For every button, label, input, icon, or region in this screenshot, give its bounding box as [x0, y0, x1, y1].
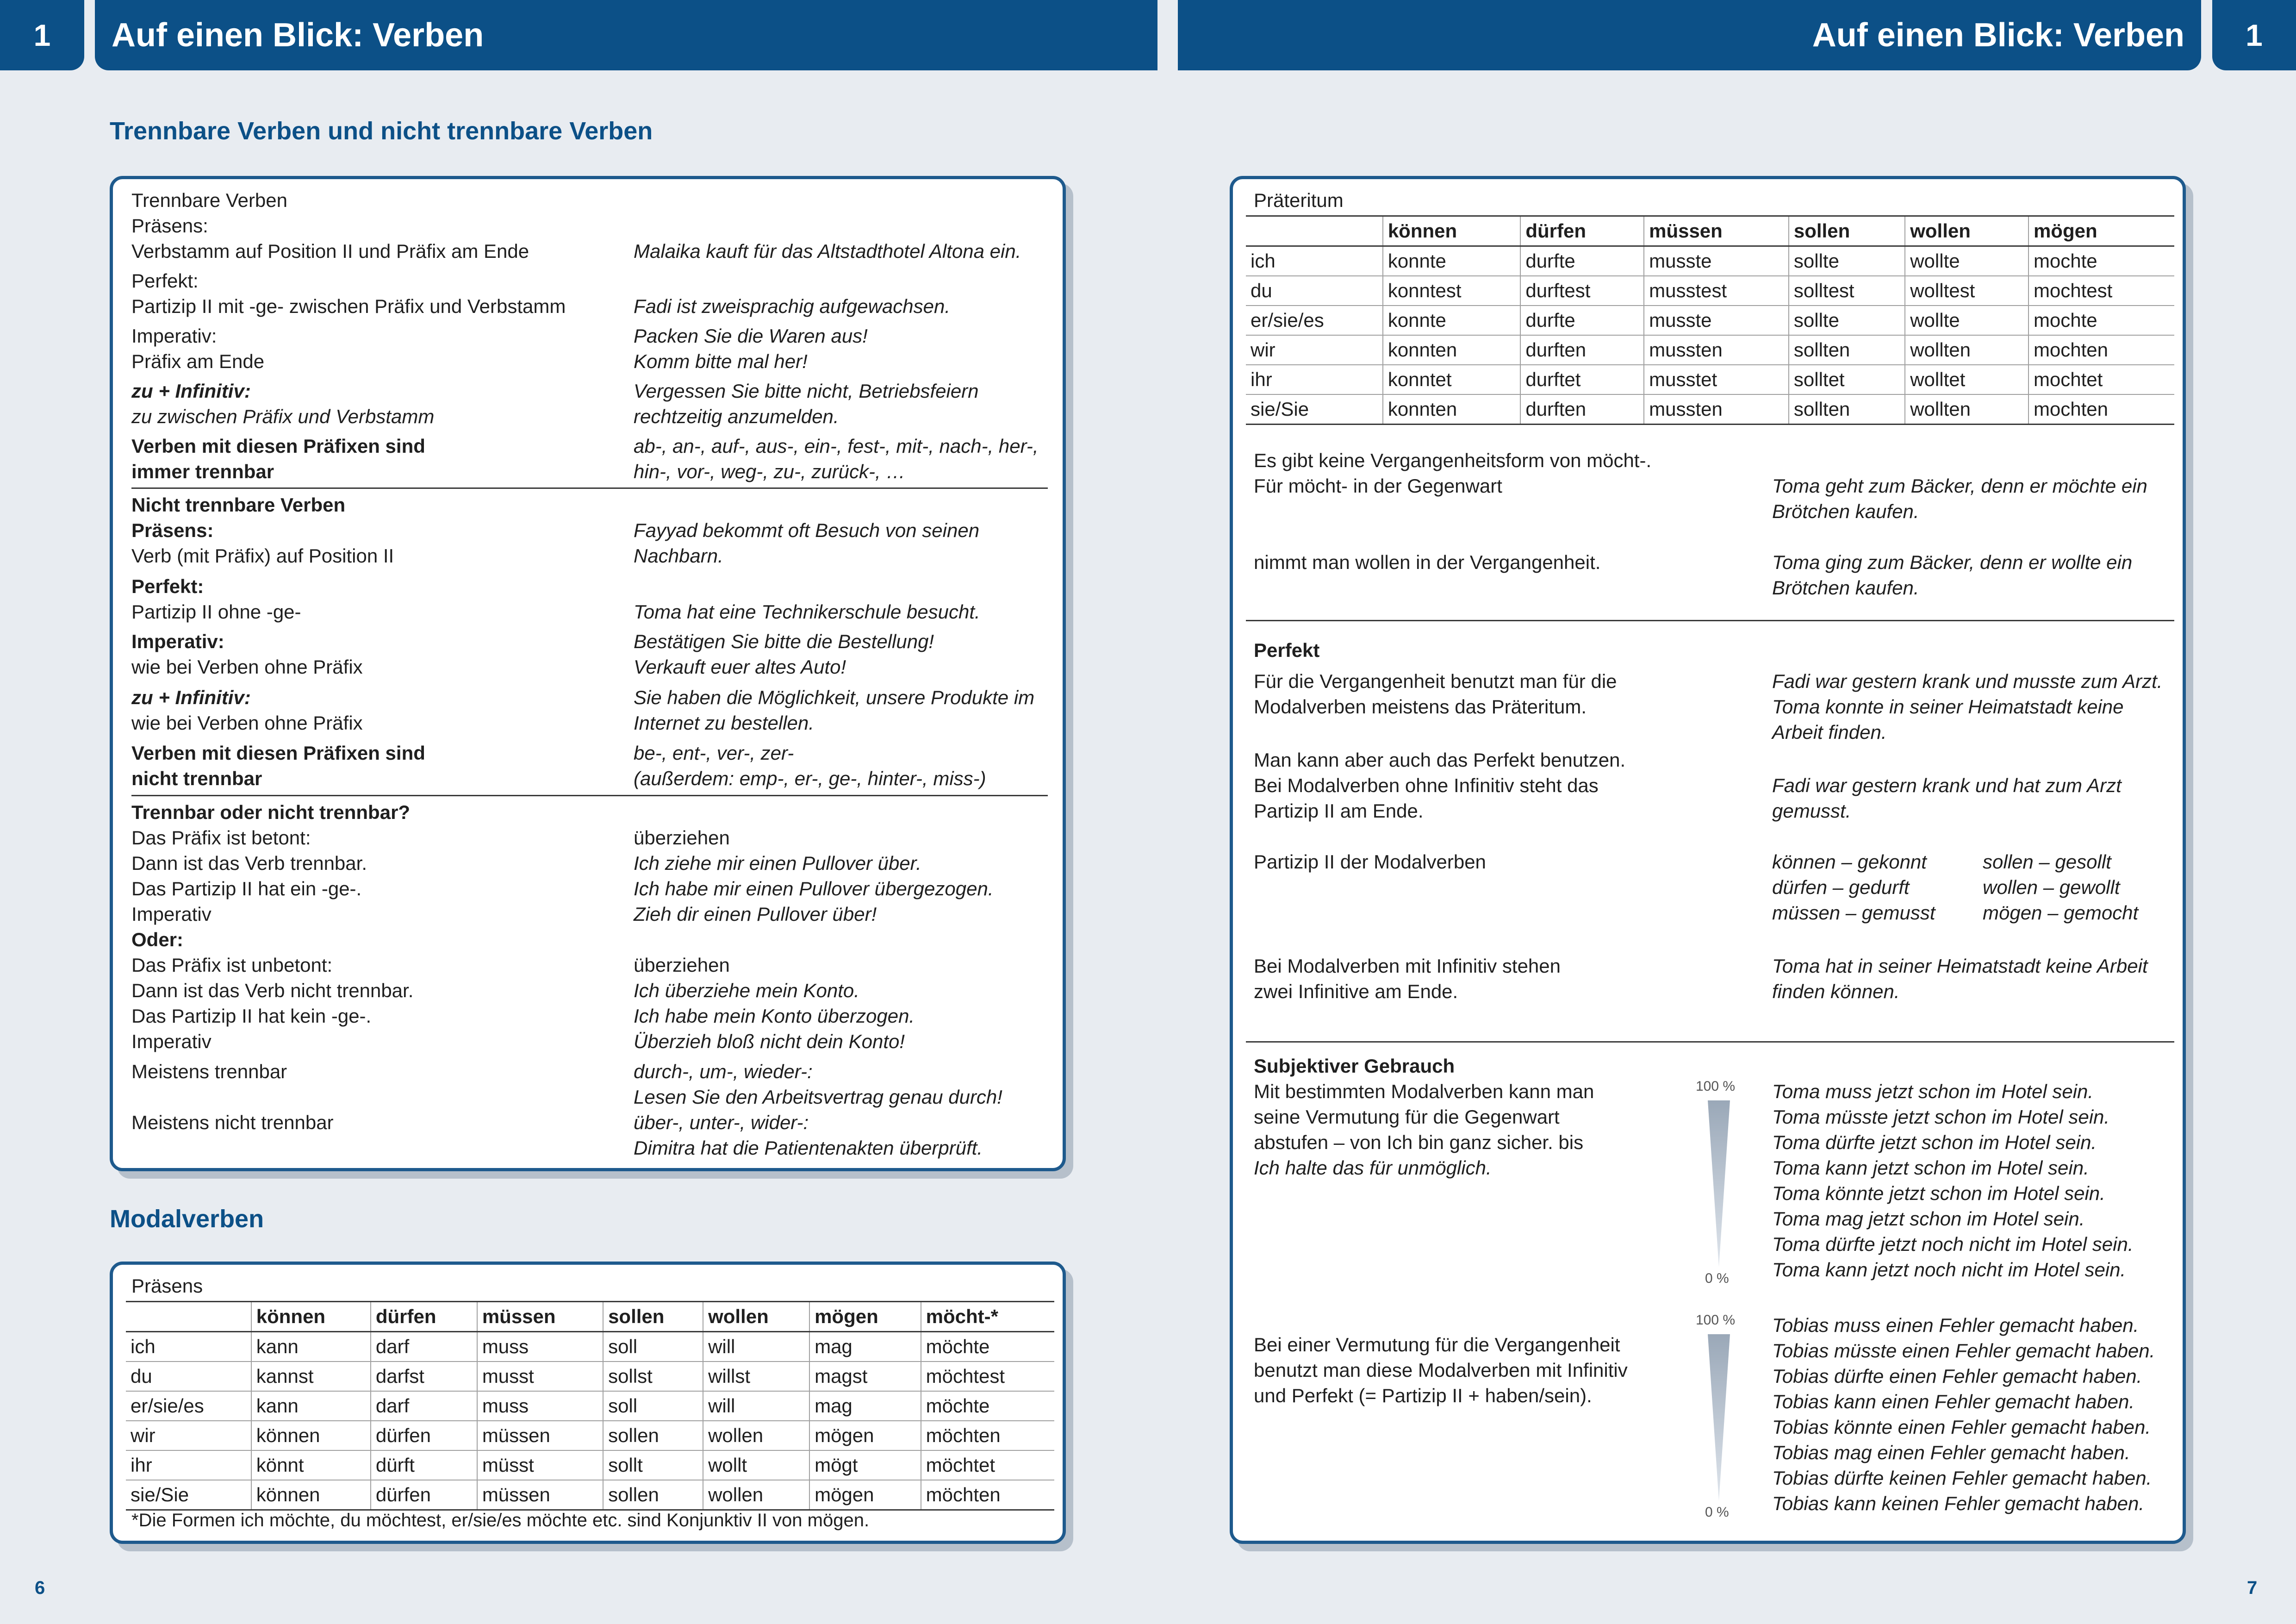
table-cell: will	[703, 1332, 809, 1362]
trennbar-imperativ-label: Imperativ:	[131, 325, 217, 347]
moecht-example-1b: Brötchen kaufen.	[1772, 500, 1919, 522]
oder-right-8: Überzieh bloß nicht dein Konto!	[634, 1031, 905, 1052]
certainty-gradient	[1705, 1100, 1733, 1267]
trennbar-perfekt-rule: Partizip II mit -ge- zwischen Präfix und Verbstamm	[131, 295, 566, 317]
table-row	[1246, 246, 2174, 276]
table-header-cell	[126, 1302, 251, 1332]
table-cell: konnte	[1383, 246, 1521, 276]
table-cell: muss	[477, 1332, 603, 1362]
trennbar-praesens-example: Malaika kauft für das Altstadthotel Altona ein.	[634, 240, 1021, 262]
trennbar-praefix-list-1: ab-, an-, auf-, aus-, ein-, fest-, mit-, nach-, her-,	[634, 435, 1039, 457]
table-cell: sollten	[1789, 394, 1905, 425]
trennbar-imperativ-rule: Präfix am Ende	[131, 350, 265, 372]
nicht-trennbar-zu-rule: wie bei Verben ohne Präfix	[131, 712, 363, 734]
percent-100-label: 100 %	[1696, 1312, 1736, 1328]
example-sentence: Toma dürfte jetzt noch nicht im Hotel sein.	[1772, 1233, 2134, 1255]
perfekt-heading: Perfekt	[1254, 639, 1320, 661]
table-cell: magst	[809, 1362, 921, 1391]
table-header-row	[126, 1302, 1054, 1332]
table-cell: kann	[251, 1391, 371, 1421]
table-cell: möchten	[921, 1421, 1054, 1450]
table-cell: möchten	[921, 1480, 1054, 1510]
nicht-trennbar-praefix-label-2: nicht trennbar	[131, 768, 262, 789]
table-cell: mag	[809, 1332, 921, 1362]
table-row	[126, 1391, 1054, 1421]
table-cell: solltest	[1789, 276, 1905, 306]
example-sentence: Tobias müsste einen Fehler gemacht haben.	[1772, 1340, 2155, 1362]
table-header-cell: sollen	[1789, 216, 1905, 246]
table-cell: sollen	[603, 1421, 703, 1450]
praesens-footnote: *Die Formen ich möchte, du möchtest, er/sie/es möchte etc. sind Konjunktiv II von mögen.	[131, 1510, 870, 1530]
table-cell: ihr	[126, 1450, 251, 1480]
vergangenheit-line-1: Bei einer Vermutung für die Vergangenheit	[1254, 1334, 1620, 1355]
table-header-cell: können	[251, 1302, 371, 1332]
trennbar-zu-label: zu + Infinitiv:	[131, 380, 251, 402]
partizip-muessen: müssen – gemusst	[1772, 902, 1935, 924]
table-cell: dürfen	[371, 1421, 477, 1450]
nicht-trennbar-praesens-example-1: Fayyad bekommt oft Besuch von seinen	[634, 519, 980, 541]
page-number-right: 7	[2247, 1578, 2258, 1598]
oder-right-4: Zieh dir einen Pullover über!	[634, 903, 877, 925]
table-cell: ihr	[1246, 365, 1383, 394]
table-cell: wolltet	[1905, 365, 2028, 394]
table-cell: musstet	[1644, 365, 1789, 394]
divider	[131, 487, 1048, 489]
percent-0-label: 0 %	[1705, 1505, 1729, 1520]
praesens-table	[126, 1301, 1054, 1511]
table-cell: sollte	[1789, 246, 1905, 276]
table-cell: müsst	[477, 1450, 603, 1480]
table-header-cell: sollen	[603, 1302, 703, 1332]
moecht-line-1: Es gibt keine Vergangenheitsform von möcht-.	[1254, 450, 1652, 471]
table-header-cell: wollen	[703, 1302, 809, 1332]
table-cell: darfst	[371, 1362, 477, 1391]
section-title-trennbar: Trennbare Verben und nicht trennbare Verben	[110, 117, 653, 145]
table-cell: konntet	[1383, 365, 1521, 394]
example-sentence: Tobias muss einen Fehler gemacht haben.	[1772, 1314, 2139, 1336]
table-cell: ich	[1246, 246, 1383, 276]
perfekt-example-2b: gemusst.	[1772, 800, 1851, 822]
table-cell: durfte	[1520, 246, 1644, 276]
example-sentence: Tobias dürfte einen Fehler gemacht haben.	[1772, 1365, 2142, 1387]
table-cell: mögen	[809, 1421, 921, 1450]
trennbar-praefix-list-2: hin-, vor-, weg-, zu-, zurück-, …	[634, 461, 906, 482]
meistens-nicht-trennbar-list: über-, unter-, wider-:	[634, 1112, 809, 1133]
table-cell: dürft	[371, 1450, 477, 1480]
table-cell: du	[1246, 276, 1383, 306]
table-header-cell: möcht-*	[921, 1302, 1054, 1332]
page-number-left: 6	[35, 1578, 45, 1598]
table-cell: wir	[126, 1421, 251, 1450]
table-row	[126, 1421, 1054, 1450]
table-cell: mochtet	[2028, 365, 2174, 394]
table-cell: ich	[126, 1332, 251, 1362]
nicht-trennbar-praefix-label-1: Verben mit diesen Präfixen sind	[131, 742, 425, 764]
nicht-trennbar-praefix-list-2: (außerdem: emp-, er-, ge-, hinter-, miss-)	[634, 768, 986, 789]
table-cell: wollten	[1905, 335, 2028, 365]
table-cell: mussten	[1644, 335, 1789, 365]
table-header-row	[1246, 216, 2174, 246]
table-header-cell: mögen	[2028, 216, 2174, 246]
table-cell: willst	[703, 1362, 809, 1391]
trennbar-box	[110, 176, 1066, 1171]
table-cell: er/sie/es	[126, 1391, 251, 1421]
nicht-trennbar-praesens-rule: Verb (mit Präfix) auf Position II	[131, 545, 394, 567]
oder-label: Oder:	[131, 929, 184, 950]
table-cell: sollst	[603, 1362, 703, 1391]
partizip-sollen: sollen – gesollt	[1983, 851, 2111, 873]
meistens-nicht-trennbar: Meistens nicht trennbar	[131, 1112, 334, 1133]
oder-right-5: überziehen	[634, 954, 730, 976]
partizip-duerfen: dürfen – gedurft	[1772, 876, 1910, 898]
example-sentence: Toma muss jetzt schon im Hotel sein.	[1772, 1081, 2094, 1102]
praeteritum-table	[1246, 215, 2174, 425]
table-cell: wolltest	[1905, 276, 2028, 306]
table-cell: darf	[371, 1332, 477, 1362]
oder-left-3: Das Partizip II hat ein -ge-.	[131, 878, 362, 899]
trennbar-imperativ-example-2: Komm bitte mal her!	[634, 350, 808, 372]
table-cell: wollen	[703, 1480, 809, 1510]
table-cell: kann	[251, 1332, 371, 1362]
subjektiv-line-1: Mit bestimmten Modalverben kann man	[1254, 1081, 1594, 1102]
oder-right-6: Ich überziehe mein Konto.	[634, 980, 859, 1001]
table-cell: können	[251, 1480, 371, 1510]
example-sentence: Toma mag jetzt schon im Hotel sein.	[1772, 1208, 2085, 1230]
modalverben-box	[1230, 176, 2186, 1544]
partizip-koennen: können – gekonnt	[1772, 851, 1927, 873]
partizip-moegen: mögen – gemocht	[1983, 902, 2139, 924]
table-header-cell	[1246, 216, 1383, 246]
table-cell: möchte	[921, 1332, 1054, 1362]
table-header-cell: dürfen	[1520, 216, 1644, 246]
table-cell: sollten	[1789, 335, 1905, 365]
divider	[1246, 620, 2174, 621]
moecht-line-2: Für möcht- in der Gegenwart	[1254, 475, 1502, 497]
table-cell: möchte	[921, 1391, 1054, 1421]
table-cell: wollten	[1905, 394, 2028, 425]
table-header-cell: müssen	[477, 1302, 603, 1332]
table-cell: musste	[1644, 306, 1789, 335]
nicht-trennbar-zu-example-1: Sie haben die Möglichkeit, unsere Produkte im	[634, 687, 1035, 708]
table-cell: mochtest	[2028, 276, 2174, 306]
oder-right-7: Ich habe mein Konto überzogen.	[634, 1005, 915, 1027]
table-cell: konntest	[1383, 276, 1521, 306]
table-cell: soll	[603, 1391, 703, 1421]
chapter-title-right: Auf einen Blick: Verben	[1178, 0, 2201, 70]
subjektiv-line-4: Ich halte das für unmöglich.	[1254, 1157, 1492, 1179]
table-cell: musstest	[1644, 276, 1789, 306]
nicht-trennbar-imperativ-example-1: Bestätigen Sie bitte die Bestellung!	[634, 631, 934, 652]
table-cell: konnten	[1383, 335, 1521, 365]
table-cell: möchtet	[921, 1450, 1054, 1480]
table-cell: will	[703, 1391, 809, 1421]
table-cell: wollt	[703, 1450, 809, 1480]
perfekt-example-2a: Fadi war gestern krank und hat zum Arzt	[1772, 775, 2122, 796]
table-row	[1246, 394, 2174, 425]
example-sentence: Tobias kann einen Fehler gemacht haben.	[1772, 1391, 2134, 1412]
section-title-modalverben: Modalverben	[110, 1205, 264, 1233]
table-cell: könnt	[251, 1450, 371, 1480]
divider	[1246, 1041, 2174, 1043]
nicht-trennbar-imperativ-label: Imperativ:	[131, 631, 224, 652]
chapter-title-left: Auf einen Blick: Verben	[95, 0, 1157, 70]
table-row	[126, 1332, 1054, 1362]
nicht-trennbar-imperativ-example-2: Verkauft euer altes Auto!	[634, 656, 846, 678]
table-row	[1246, 306, 2174, 335]
table-cell: mögt	[809, 1450, 921, 1480]
trennbar-praefix-label-1: Verben mit diesen Präfixen sind	[131, 435, 425, 457]
divider	[131, 795, 1048, 796]
oder-left-4: Imperativ	[131, 903, 212, 925]
praesens-box	[110, 1262, 1066, 1544]
table-cell: wollen	[703, 1421, 809, 1450]
table-header-cell: wollen	[1905, 216, 2028, 246]
perfekt-example-3b: finden können.	[1772, 981, 1900, 1002]
table-cell: durfte	[1520, 306, 1644, 335]
praesens-table-title: Präsens	[131, 1275, 203, 1297]
table-cell: musste	[1644, 246, 1789, 276]
table-cell: mussten	[1644, 394, 1789, 425]
table-cell: sie/Sie	[126, 1480, 251, 1510]
table-cell: wollte	[1905, 246, 2028, 276]
table-cell: können	[251, 1421, 371, 1450]
table-cell: sie/Sie	[1246, 394, 1383, 425]
meistens-trennbar-example: Lesen Sie den Arbeitsvertrag genau durch!	[634, 1086, 1002, 1108]
table-cell: wir	[1246, 335, 1383, 365]
chapter-number-right: 1	[2212, 0, 2296, 70]
moecht-example-2a: Toma ging zum Bäcker, denn er wollte ein	[1772, 551, 2133, 573]
table-header-cell: können	[1383, 216, 1521, 246]
example-sentence: Toma müsste jetzt schon im Hotel sein.	[1772, 1106, 2110, 1128]
table-row	[1246, 276, 2174, 306]
table-cell: solltet	[1789, 365, 1905, 394]
nicht-trennbar-zu-example-2: Internet zu bestellen.	[634, 712, 814, 734]
perfekt-line-3: Man kann aber auch das Perfekt benutzen.	[1254, 749, 1626, 771]
table-cell: mochten	[2028, 335, 2174, 365]
perfekt-line-2: Modalverben meistens das Präteritum.	[1254, 696, 1587, 718]
table-header-cell: dürfen	[371, 1302, 477, 1332]
table-cell: musst	[477, 1362, 603, 1391]
table-cell: müssen	[477, 1480, 603, 1510]
table-cell: mögen	[809, 1480, 921, 1510]
oder-left-8: Imperativ	[131, 1031, 212, 1052]
perfekt-line-6: Partizip II der Modalverben	[1254, 851, 1486, 873]
subjektiv-line-2: seine Vermutung für die Gegenwart	[1254, 1106, 1560, 1128]
table-cell: er/sie/es	[1246, 306, 1383, 335]
oder-left-7: Das Partizip II hat kein -ge-.	[131, 1005, 372, 1027]
table-cell: sollt	[603, 1450, 703, 1480]
nicht-trennbar-praesens-example-2: Nachbarn.	[634, 545, 723, 567]
table-cell: durftet	[1520, 365, 1644, 394]
table-row	[126, 1362, 1054, 1391]
perfekt-line-7: Bei Modalverben mit Infinitiv stehen	[1254, 955, 1561, 977]
table-cell: dürfen	[371, 1480, 477, 1510]
nicht-trennbar-praefix-list-1: be-, ent-, ver-, zer-	[634, 742, 794, 764]
example-sentence: Toma könnte jetzt schon im Hotel sein.	[1772, 1182, 2105, 1204]
example-sentence: Toma dürfte jetzt schon im Hotel sein.	[1772, 1131, 2097, 1153]
percent-0-label: 0 %	[1705, 1271, 1729, 1286]
table-row	[126, 1480, 1054, 1510]
meistens-trennbar-list: durch-, um-, wieder-:	[634, 1061, 813, 1082]
praeteritum-table-title: Präteritum	[1254, 189, 1344, 211]
table-cell: wollte	[1905, 306, 2028, 335]
oder-left-5: Das Präfix ist unbetont:	[131, 954, 333, 976]
table-cell: konnte	[1383, 306, 1521, 335]
subjektiv-line-3: abstufen – von Ich bin ganz sicher. bis	[1254, 1131, 1584, 1153]
table-header-cell: müssen	[1644, 216, 1789, 246]
table-cell: müssen	[477, 1421, 603, 1450]
perfekt-line-8: zwei Infinitive am Ende.	[1254, 981, 1458, 1002]
meistens-nicht-trennbar-example: Dimitra hat die Patientenakten überprüft.	[634, 1137, 983, 1159]
oder-heading: Trennbar oder nicht trennbar?	[131, 801, 411, 823]
nicht-trennbar-praesens-label: Präsens:	[131, 519, 214, 541]
table-cell: durften	[1520, 394, 1644, 425]
trennbar-praesens-label: Präsens:	[131, 215, 208, 237]
table-cell: durftest	[1520, 276, 1644, 306]
nicht-trennbar-heading: Nicht trennbare Verben	[131, 494, 346, 516]
oder-left-2: Dann ist das Verb trennbar.	[131, 852, 367, 874]
oder-left-1: Das Präfix ist betont:	[131, 827, 311, 849]
oder-left-6: Dann ist das Verb nicht trennbar.	[131, 980, 414, 1001]
table-cell: soll	[603, 1332, 703, 1362]
table-cell: du	[126, 1362, 251, 1391]
perfekt-example-3a: Toma hat in seiner Heimatstadt keine Arbeit	[1772, 955, 2148, 977]
example-sentence: Toma kann jetzt noch nicht im Hotel sein.	[1772, 1259, 2126, 1280]
oder-right-1: überziehen	[634, 827, 730, 849]
nicht-trennbar-perfekt-rule: Partizip II ohne -ge-	[131, 601, 301, 623]
moecht-example-2b: Brötchen kaufen.	[1772, 577, 1919, 599]
certainty-gradient	[1705, 1334, 1733, 1501]
perfekt-example-1a: Fadi war gestern krank und musste zum Arzt.	[1772, 670, 2163, 692]
trennbar-heading: Trennbare Verben	[131, 189, 288, 211]
trennbar-imperativ-example-1: Packen Sie die Waren aus!	[634, 325, 868, 347]
table-cell: mochten	[2028, 394, 2174, 425]
nicht-trennbar-zu-label: zu + Infinitiv:	[131, 687, 251, 708]
oder-right-2: Ich ziehe mir einen Pullover über.	[634, 852, 921, 874]
trennbar-zu-rule: zu zwischen Präfix und Verbstamm	[131, 406, 435, 427]
example-sentence: Toma kann jetzt schon im Hotel sein.	[1772, 1157, 2089, 1179]
partizip-wollen: wollen – gewollt	[1983, 876, 2120, 898]
nicht-trennbar-perfekt-example: Toma hat eine Technikerschule besucht.	[634, 601, 980, 623]
example-sentence: Tobias kann keinen Fehler gemacht haben.	[1772, 1493, 2144, 1514]
nicht-trennbar-perfekt-label: Perfekt:	[131, 575, 204, 597]
moecht-line-3: nimmt man wollen in der Vergangenheit.	[1254, 551, 1601, 573]
example-sentence: Tobias dürfte keinen Fehler gemacht haben.	[1772, 1467, 2152, 1489]
trennbar-zu-example-2: rechtzeitig anzumelden.	[634, 406, 839, 427]
table-row	[126, 1450, 1054, 1480]
table-cell: mag	[809, 1391, 921, 1421]
trennbar-zu-example-1: Vergessen Sie bitte nicht, Betriebsfeiern	[634, 380, 979, 402]
table-row	[1246, 365, 2174, 394]
trennbar-perfekt-label: Perfekt:	[131, 270, 199, 292]
table-row	[1246, 335, 2174, 365]
perfekt-example-1c: Arbeit finden.	[1772, 721, 1887, 743]
table-cell: mochte	[2028, 246, 2174, 276]
percent-100-label: 100 %	[1696, 1079, 1736, 1094]
perfekt-line-5: Partizip II am Ende.	[1254, 800, 1424, 822]
table-cell: konnten	[1383, 394, 1521, 425]
table-cell: durften	[1520, 335, 1644, 365]
trennbar-praefix-label-2: immer trennbar	[131, 461, 274, 482]
oder-right-3: Ich habe mir einen Pullover übergezogen.	[634, 878, 994, 899]
table-cell: kannst	[251, 1362, 371, 1391]
moecht-example-1a: Toma geht zum Bäcker, denn er möchte ein	[1772, 475, 2147, 497]
table-cell: mochte	[2028, 306, 2174, 335]
nicht-trennbar-imperativ-rule: wie bei Verben ohne Präfix	[131, 656, 363, 678]
table-cell: sollen	[603, 1480, 703, 1510]
meistens-trennbar: Meistens trennbar	[131, 1061, 287, 1082]
subjektiv-heading: Subjektiver Gebrauch	[1254, 1055, 1455, 1077]
trennbar-perfekt-example: Fadi ist zweisprachig aufgewachsen.	[634, 295, 951, 317]
chapter-number-left: 1	[0, 0, 84, 70]
table-cell: sollte	[1789, 306, 1905, 335]
vergangenheit-line-2: benutzt man diese Modalverben mit Infinitiv	[1254, 1359, 1628, 1381]
perfekt-line-1: Für die Vergangenheit benutzt man für die	[1254, 670, 1617, 692]
example-sentence: Tobias könnte einen Fehler gemacht haben.	[1772, 1416, 2151, 1438]
perfekt-line-4: Bei Modalverben ohne Infinitiv steht das	[1254, 775, 1599, 796]
perfekt-example-1b: Toma konnte in seiner Heimatstadt keine	[1772, 696, 2124, 718]
example-sentence: Tobias mag einen Fehler gemacht haben.	[1772, 1442, 2130, 1463]
trennbar-praesens-rule: Verbstamm auf Position II und Präfix am Ende	[131, 240, 529, 262]
table-cell: möchtest	[921, 1362, 1054, 1391]
vergangenheit-line-3: und Perfekt (= Partizip II + haben/sein).	[1254, 1385, 1592, 1406]
table-header-cell: mögen	[809, 1302, 921, 1332]
table-cell: darf	[371, 1391, 477, 1421]
table-cell: muss	[477, 1391, 603, 1421]
